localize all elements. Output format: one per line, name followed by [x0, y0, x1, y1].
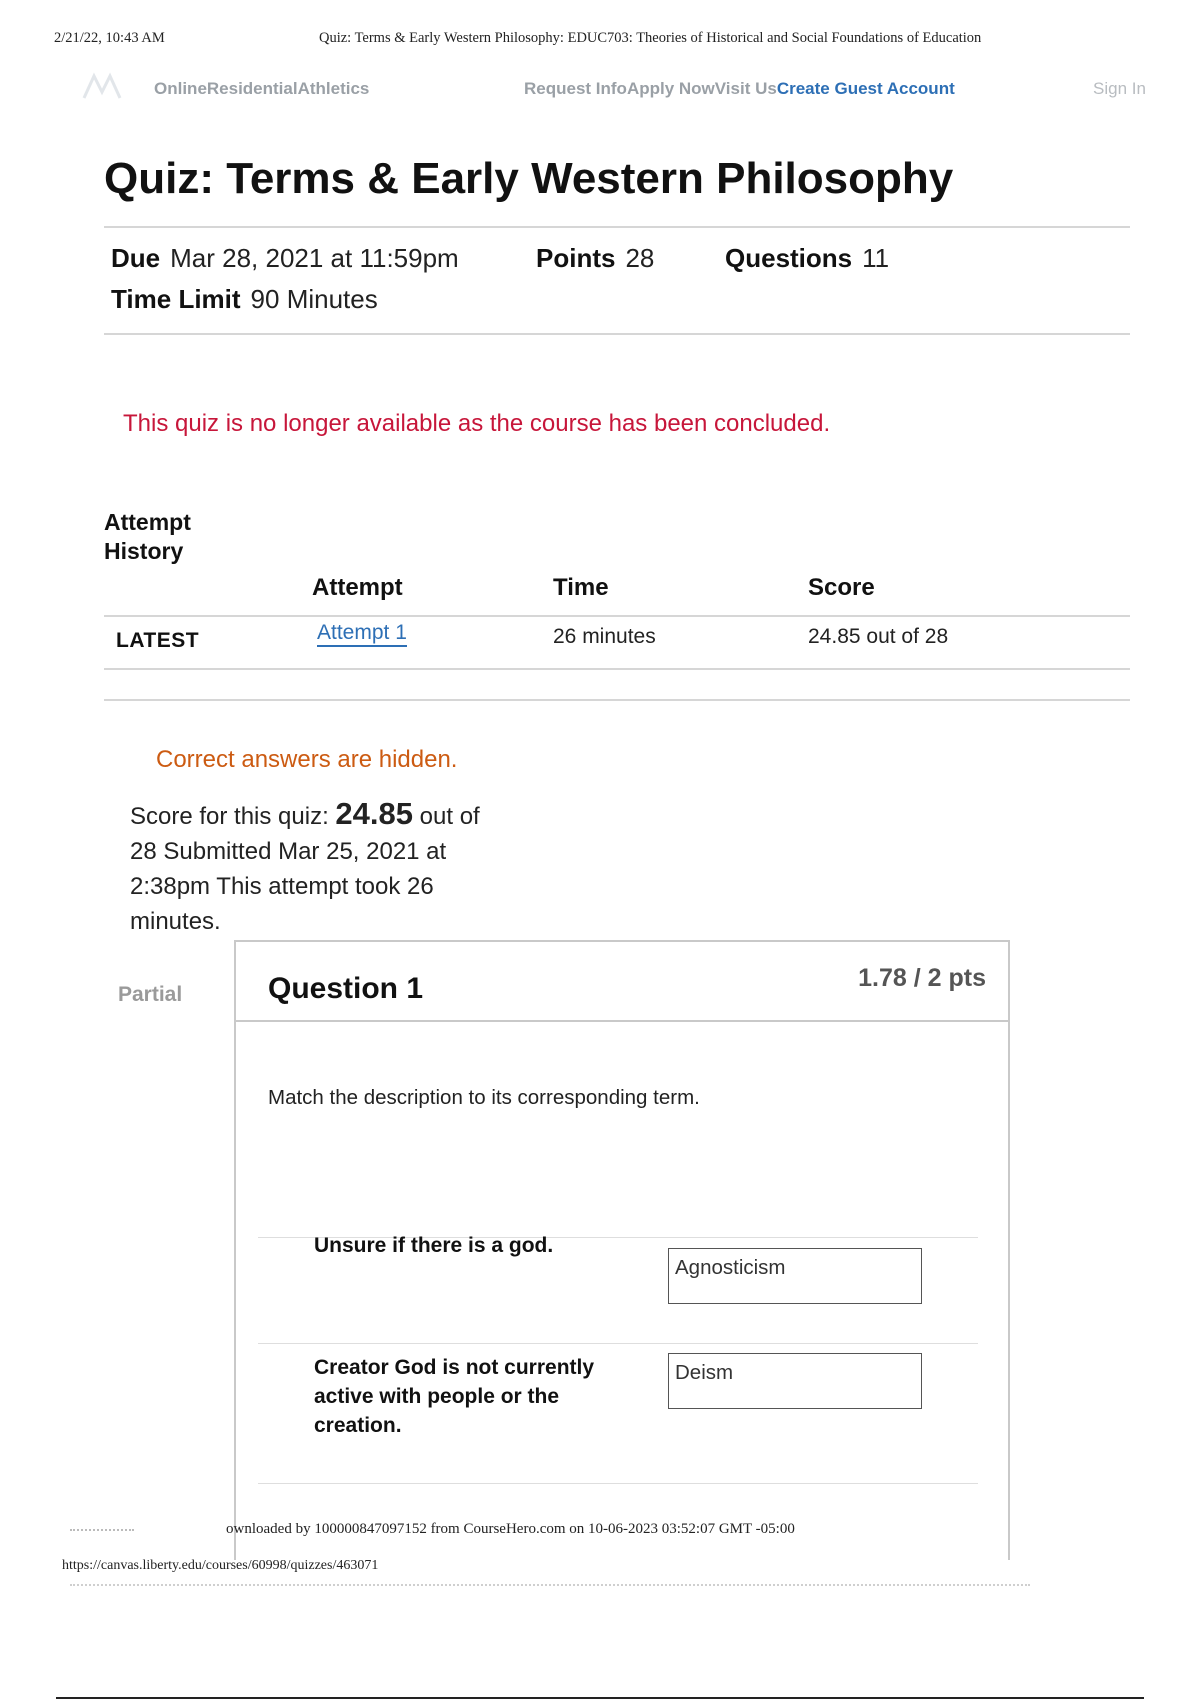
download-watermark: ownloaded by 100000847097152 from CourseHero.com on 10-06-2023 03:52:07 GMT -05:00 [226, 1521, 795, 1537]
page-bottom-rule [56, 1697, 1144, 1699]
points-info [536, 243, 654, 274]
table-header-divider [104, 615, 1130, 617]
match-description-1: Unsure if there is a god. [314, 1234, 554, 1257]
question-title: Question 1 [268, 972, 424, 1005]
attempt-1-link[interactable]: Attempt 1 [317, 621, 407, 647]
score-prefix: Score for this quiz: [130, 803, 329, 830]
correct-answers-hidden-note: Correct answers are hidden. [156, 746, 458, 773]
table-row-divider [104, 668, 1130, 670]
nav-info-links[interactable] [524, 79, 955, 99]
due-label: Due [111, 243, 161, 273]
time-limit-info [111, 284, 378, 315]
attempt-history-title: Attempt History [104, 509, 191, 564]
column-header-attempt: Attempt [312, 574, 403, 601]
sign-in-link[interactable]: Sign In [1093, 79, 1146, 98]
match-description-2: Creator God is not currently active with people or the creation. [314, 1356, 595, 1437]
scan-artifact [70, 1584, 1030, 1586]
points-value: 28 [625, 243, 655, 273]
section-divider [104, 699, 1130, 701]
nav-primary-links[interactable]: OnlineResidentialAthletics [154, 79, 370, 98]
questions-label: Questions [725, 243, 853, 273]
question-status-partial: Partial [118, 983, 183, 1006]
page-title: Quiz: Terms & Early Western Philosophy [104, 154, 954, 203]
time-limit-label: Time Limit [111, 284, 241, 314]
attempt-time: 26 minutes [553, 625, 656, 648]
question-prompt: Match the description to its corresponding term. [268, 1086, 700, 1109]
divider [104, 333, 1130, 335]
question-header [236, 942, 1008, 1022]
nav-request-apply-visit-links[interactable]: Request InfoApply NowVisit Us [524, 79, 777, 98]
score-summary [130, 796, 490, 939]
questions-value: 11 [862, 243, 890, 273]
quiz-unavailable-notice: This quiz is no longer available as the course has been concluded. [123, 410, 831, 437]
match-answer-2: Deism [668, 1353, 922, 1409]
attempt-1-link-cell[interactable] [317, 621, 407, 645]
time-limit-value: 90 Minutes [250, 284, 378, 314]
question-points: 1.78 / 2 pts [858, 964, 986, 992]
print-url: https://canvas.liberty.edu/courses/60998/quizzes/463071 [62, 1558, 379, 1573]
questions-info [725, 243, 889, 274]
divider [104, 226, 1130, 228]
print-datetime: 2/21/22, 10:43 AM [54, 30, 165, 46]
score-value: 24.85 [335, 796, 413, 831]
match-answer-1: Agnosticism [668, 1248, 922, 1304]
column-header-score: Score [808, 574, 875, 601]
match-row-divider [258, 1483, 978, 1484]
attempt-score: 24.85 out of 28 [808, 625, 949, 648]
due-date [111, 243, 459, 274]
latest-label: LATEST [116, 629, 200, 652]
question-card [234, 940, 1010, 1560]
points-label: Points [536, 243, 616, 273]
scan-artifact [70, 1529, 134, 1531]
match-row-divider [258, 1343, 978, 1344]
score-details: out of 28 Submitted Mar 25, 2021 at 2:38pm This attempt took 26 minutes. [130, 803, 480, 935]
print-page-title: Quiz: Terms & Early Western Philosophy: EDUC703: Theories of Historical and Social Foundations of Education [319, 30, 982, 46]
university-logo-icon[interactable] [80, 70, 124, 104]
column-header-time: Time [553, 574, 609, 601]
create-guest-account-link[interactable]: Create Guest Account [776, 79, 955, 98]
due-value: Mar 28, 2021 at 11:59pm [170, 243, 459, 273]
